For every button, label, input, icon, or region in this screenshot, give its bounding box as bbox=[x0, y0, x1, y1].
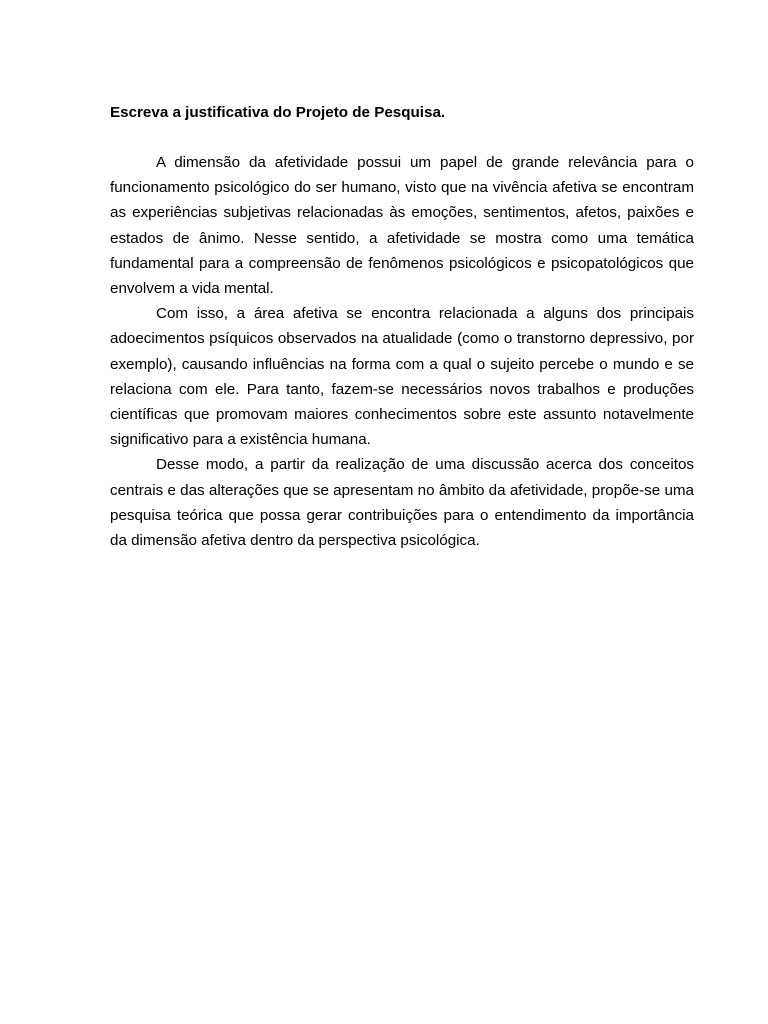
document-heading: Escreva a justificativa do Projeto de Pesquisa. bbox=[110, 104, 446, 121]
paragraph-2: Com isso, a área afetiva se encontra relacionada a alguns dos principais adoecimentos psíquicos observados na atualidade (como o transtorno depressivo, por exemplo), causando influências na forma com a qual o sujeito percebe o mundo e se relaciona com ele. Para tanto, fazem-se necessários novos trabalhos e produções científicas que promovam maiores conhecimentos sobre este assunto notavelmente significativo para a existência humana. bbox=[110, 305, 694, 449]
paragraph-3: Desse modo, a partir da realização de uma discussão acerca dos conceitos centrais e das alterações que se apresentam no âmbito da afetividade, propõe-se uma pesquisa teórica que possa gerar contribuições para o entendimento da importância da dimensão afetiva dentro da perspectiva psicológica. bbox=[110, 456, 694, 550]
document-page bbox=[110, 100, 694, 553]
paragraph-1: A dimensão da afetividade possui um papel de grande relevância para o funcionamento psicológico do ser humano, visto que na vivência afetiva se encontram as experiências subjetivas relacionadas às emoções, sentimentos, afetos, paixões e estados de ânimo. Nesse sentido, a afetividade se mostra como uma temática fundamental para a compreensão de fenômenos psicológicos e psicopatológicos que envolvem a vida mental. bbox=[110, 154, 694, 298]
document-body bbox=[110, 150, 694, 553]
